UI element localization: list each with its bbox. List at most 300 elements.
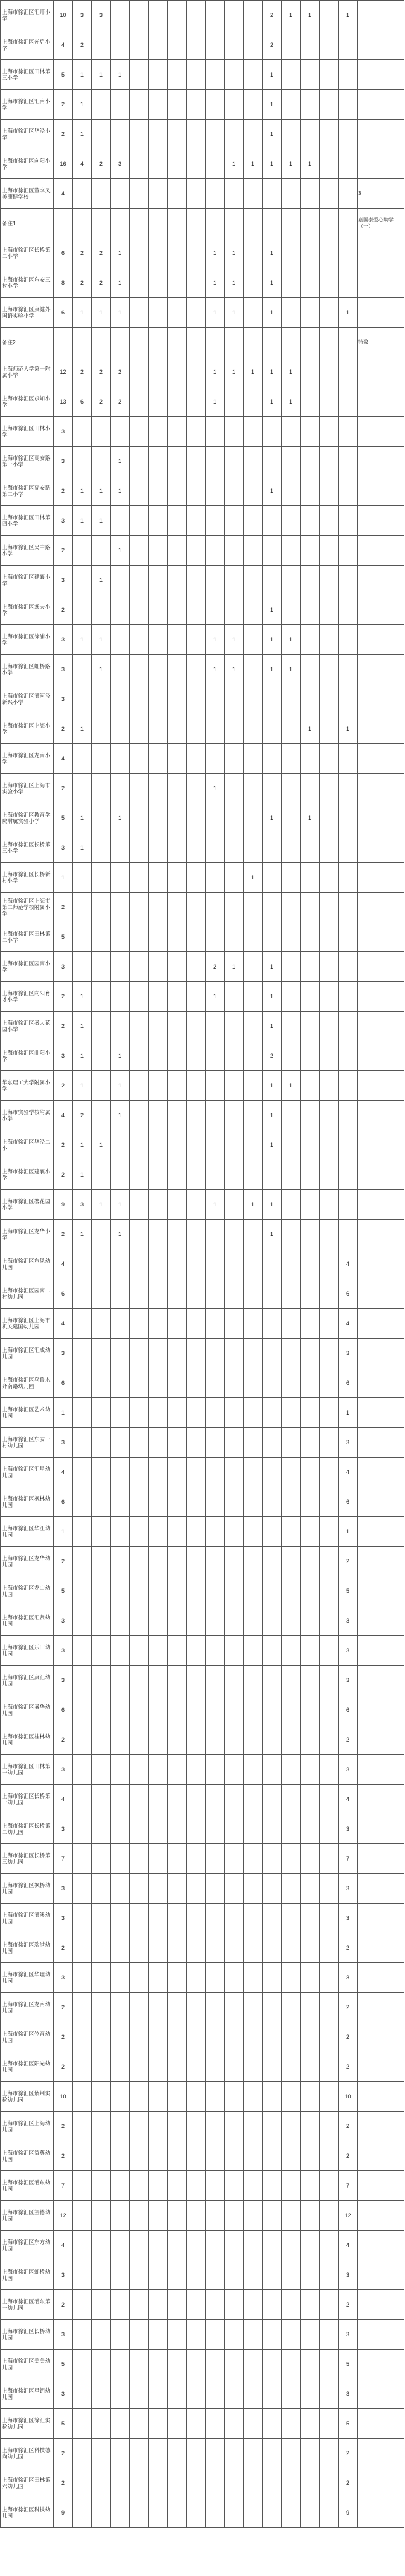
- count-cell: [244, 655, 263, 684]
- count-cell: [73, 1963, 92, 1993]
- count-cell: [92, 833, 111, 863]
- count-cell: [92, 2320, 111, 2350]
- count-cell: [130, 1755, 149, 1785]
- table-row: [1, 149, 404, 179]
- school-name-cell: 上海市徐汇区科技幼儿园: [1, 2498, 54, 2528]
- count-cell: [111, 1160, 130, 1190]
- count-cell: [244, 1814, 263, 1844]
- count-cell: [282, 2171, 301, 2201]
- count-cell: [282, 863, 301, 893]
- count-cell: [111, 1547, 130, 1576]
- count-cell: [225, 328, 244, 357]
- count-cell: [111, 2201, 130, 2231]
- count-cell: 3: [92, 1, 111, 30]
- count-cell: [111, 1933, 130, 1963]
- total-cell: 6: [54, 1279, 73, 1309]
- count-cell: [320, 566, 339, 595]
- count-cell: [149, 1, 168, 30]
- table-row: [1, 1547, 404, 1576]
- count-cell: [225, 2260, 244, 2290]
- count-cell: [168, 1606, 187, 1636]
- count-cell: 3: [339, 1755, 358, 1785]
- count-cell: [263, 1814, 282, 1844]
- total-cell: 10: [54, 2082, 73, 2112]
- table-row: [1, 1576, 404, 1606]
- count-cell: [73, 1904, 92, 1933]
- table-row: [1, 1814, 404, 1844]
- count-cell: [73, 1666, 92, 1695]
- count-cell: [301, 1517, 320, 1547]
- school-name-cell: 上海市徐汇区华泾二小: [1, 1130, 54, 1160]
- count-cell: [92, 1012, 111, 1041]
- count-cell: [149, 2201, 168, 2231]
- count-cell: 1: [263, 952, 282, 982]
- count-cell: [301, 2052, 320, 2082]
- count-cell: 1: [282, 357, 301, 387]
- count-cell: [149, 238, 168, 268]
- count-cell: [187, 298, 206, 328]
- school-name-cell: 上海市徐汇区长桥第三小学: [1, 833, 54, 863]
- total-cell: 5: [54, 803, 73, 833]
- count-cell: [130, 90, 149, 120]
- school-name-cell: 上海市徐汇区望德幼儿园: [1, 2201, 54, 2231]
- count-cell: [244, 417, 263, 447]
- count-cell: [130, 893, 149, 922]
- count-cell: [92, 536, 111, 566]
- count-cell: [301, 595, 320, 625]
- count-cell: [206, 714, 225, 744]
- count-cell: [244, 1, 263, 30]
- count-cell: [339, 357, 358, 387]
- count-cell: [111, 1487, 130, 1517]
- count-cell: [187, 1844, 206, 1874]
- count-cell: [92, 1814, 111, 1844]
- count-cell: [320, 238, 339, 268]
- count-cell: 1: [111, 1041, 130, 1071]
- count-cell: [320, 2201, 339, 2231]
- count-cell: [149, 2379, 168, 2409]
- count-cell: [225, 1309, 244, 1339]
- count-cell: [206, 1785, 225, 1814]
- count-cell: [282, 2112, 301, 2141]
- count-cell: [73, 1517, 92, 1547]
- count-cell: [111, 1130, 130, 1160]
- count-cell: 2: [92, 357, 111, 387]
- count-cell: [244, 2439, 263, 2468]
- count-cell: [73, 1993, 92, 2022]
- count-cell: [206, 2350, 225, 2379]
- count-cell: [111, 120, 130, 149]
- count-cell: [187, 2290, 206, 2320]
- count-cell: [111, 952, 130, 982]
- table-row: [1, 2498, 404, 2528]
- count-cell: [320, 1725, 339, 1755]
- total-cell: 5: [54, 2350, 73, 2379]
- count-cell: 1: [263, 1012, 282, 1041]
- count-cell: [130, 1398, 149, 1428]
- count-cell: [206, 2409, 225, 2439]
- count-cell: [320, 2320, 339, 2350]
- count-cell: 1: [73, 1160, 92, 1190]
- count-cell: [301, 1279, 320, 1309]
- count-cell: [244, 1249, 263, 1279]
- count-cell: [263, 2052, 282, 2082]
- table-row: [1, 1130, 404, 1160]
- count-cell: [301, 566, 320, 595]
- total-cell: 3: [54, 625, 73, 655]
- table-row: [1, 2409, 404, 2439]
- count-cell: [320, 2379, 339, 2409]
- count-cell: [320, 179, 339, 209]
- school-name-cell: 上海市徐汇区龙华幼儿园: [1, 1547, 54, 1576]
- count-cell: [301, 1309, 320, 1339]
- count-cell: [130, 1458, 149, 1487]
- count-cell: [168, 2022, 187, 2052]
- school-name-cell: 上海市徐汇区盛华幼儿园: [1, 1695, 54, 1725]
- count-cell: 6: [339, 1487, 358, 1517]
- count-cell: [244, 30, 263, 60]
- count-cell: 3: [339, 1636, 358, 1666]
- count-cell: [244, 1636, 263, 1666]
- count-cell: [187, 2082, 206, 2112]
- count-cell: 1: [92, 1190, 111, 1220]
- count-cell: [130, 149, 149, 179]
- total-cell: 4: [54, 179, 73, 209]
- count-cell: [320, 2260, 339, 2290]
- count-cell: [206, 1279, 225, 1309]
- count-cell: [130, 2498, 149, 2528]
- count-cell: [92, 2231, 111, 2260]
- count-cell: [149, 2052, 168, 2082]
- count-cell: [301, 744, 320, 774]
- count-cell: [282, 2439, 301, 2468]
- count-cell: 2: [339, 1993, 358, 2022]
- count-cell: [168, 655, 187, 684]
- count-cell: 1: [263, 90, 282, 120]
- count-cell: [301, 268, 320, 298]
- school-name-cell: 上海市徐汇区阳光幼儿园: [1, 2052, 54, 2082]
- count-cell: [73, 2141, 92, 2171]
- count-cell: [168, 30, 187, 60]
- count-cell: [225, 863, 244, 893]
- count-cell: [244, 1755, 263, 1785]
- count-cell: [339, 566, 358, 595]
- count-cell: [206, 1071, 225, 1101]
- count-cell: [320, 1012, 339, 1041]
- count-cell: [282, 2141, 301, 2171]
- count-cell: [73, 1487, 92, 1517]
- count-cell: [92, 2022, 111, 2052]
- table-row: [1, 595, 404, 625]
- table-row: [1, 1904, 404, 1933]
- table-row: [1, 179, 404, 209]
- count-cell: [92, 595, 111, 625]
- count-cell: [225, 1874, 244, 1904]
- count-cell: 2: [73, 268, 92, 298]
- count-cell: [130, 2112, 149, 2141]
- table-row: [1, 1963, 404, 1993]
- count-cell: [149, 1666, 168, 1695]
- count-cell: [339, 595, 358, 625]
- count-cell: [168, 476, 187, 506]
- count-cell: [244, 60, 263, 90]
- total-cell: 3: [54, 1428, 73, 1458]
- school-name-cell: 上海市徐汇区枫林幼儿园: [1, 1487, 54, 1517]
- count-cell: 1: [206, 1190, 225, 1220]
- total-cell: 16: [54, 149, 73, 179]
- total-cell: 4: [54, 1249, 73, 1279]
- count-cell: [301, 2439, 320, 2468]
- count-cell: 1: [111, 1220, 130, 1249]
- count-cell: [225, 1933, 244, 1963]
- count-cell: [244, 2231, 263, 2260]
- total-cell: 2: [54, 2022, 73, 2052]
- count-cell: [301, 1547, 320, 1576]
- count-cell: [168, 1249, 187, 1279]
- count-cell: [149, 60, 168, 90]
- table-row: [1, 1933, 404, 1963]
- school-name-cell: 上海市徐汇区园南小学: [1, 952, 54, 982]
- count-cell: [206, 1339, 225, 1368]
- count-cell: [130, 506, 149, 536]
- count-cell: [111, 2231, 130, 2260]
- count-cell: [282, 566, 301, 595]
- table-row: [1, 476, 404, 506]
- count-cell: 2: [339, 1933, 358, 1963]
- count-cell: [225, 1814, 244, 1844]
- count-cell: [301, 1606, 320, 1636]
- count-cell: [320, 655, 339, 684]
- count-cell: [358, 1012, 404, 1041]
- count-cell: [187, 744, 206, 774]
- count-cell: [187, 506, 206, 536]
- total-cell: 7: [54, 1844, 73, 1874]
- count-cell: [320, 328, 339, 357]
- count-cell: [73, 1636, 92, 1666]
- count-cell: [168, 2379, 187, 2409]
- count-cell: 1: [301, 714, 320, 744]
- count-cell: [301, 2141, 320, 2171]
- count-cell: [244, 803, 263, 833]
- count-cell: 1: [73, 625, 92, 655]
- count-cell: [225, 1130, 244, 1160]
- count-cell: 1: [73, 803, 92, 833]
- count-cell: [263, 1160, 282, 1190]
- count-cell: [244, 2201, 263, 2231]
- count-cell: [358, 863, 404, 893]
- count-cell: [301, 2409, 320, 2439]
- count-cell: [149, 1695, 168, 1725]
- count-cell: [320, 1517, 339, 1547]
- count-cell: [244, 922, 263, 952]
- table-row: [1, 2141, 404, 2171]
- count-cell: [225, 1458, 244, 1487]
- count-cell: [206, 1160, 225, 1190]
- count-cell: [149, 149, 168, 179]
- count-cell: [301, 2231, 320, 2260]
- table-row: [1, 774, 404, 803]
- count-cell: [73, 1695, 92, 1725]
- count-cell: [130, 1071, 149, 1101]
- count-cell: [111, 1755, 130, 1785]
- count-cell: [225, 2409, 244, 2439]
- count-cell: [206, 90, 225, 120]
- count-cell: [339, 1041, 358, 1071]
- count-cell: [320, 1933, 339, 1963]
- count-cell: [73, 2498, 92, 2528]
- count-cell: [358, 1874, 404, 1904]
- count-cell: [168, 2290, 187, 2320]
- count-cell: [130, 833, 149, 863]
- table-row: [1, 1844, 404, 1874]
- count-cell: [263, 2379, 282, 2409]
- count-cell: [168, 1368, 187, 1398]
- table-row: [1, 268, 404, 298]
- count-cell: [244, 982, 263, 1012]
- count-cell: [320, 1636, 339, 1666]
- count-cell: [263, 1249, 282, 1279]
- count-cell: 1: [244, 149, 263, 179]
- count-cell: [149, 1220, 168, 1249]
- count-cell: 1: [263, 120, 282, 149]
- count-cell: [244, 1963, 263, 1993]
- count-cell: 1: [92, 60, 111, 90]
- count-cell: [130, 1874, 149, 1904]
- count-cell: [320, 417, 339, 447]
- count-cell: [244, 328, 263, 357]
- count-cell: [149, 506, 168, 536]
- count-cell: [149, 1190, 168, 1220]
- count-cell: [206, 1309, 225, 1339]
- count-cell: [206, 1904, 225, 1933]
- count-cell: [92, 1071, 111, 1101]
- count-cell: [282, 982, 301, 1012]
- count-cell: [92, 1487, 111, 1517]
- count-cell: [149, 595, 168, 625]
- count-cell: [225, 774, 244, 803]
- count-cell: [320, 2409, 339, 2439]
- count-cell: [244, 447, 263, 476]
- count-cell: [111, 1309, 130, 1339]
- count-cell: [206, 1844, 225, 1874]
- count-cell: [301, 1904, 320, 1933]
- count-cell: [320, 536, 339, 566]
- count-cell: [301, 60, 320, 90]
- count-cell: [263, 744, 282, 774]
- count-cell: [301, 893, 320, 922]
- count-cell: [301, 2468, 320, 2498]
- count-cell: [301, 120, 320, 149]
- count-cell: [130, 1101, 149, 1130]
- table-row: [1, 566, 404, 595]
- count-cell: [358, 952, 404, 982]
- count-cell: [73, 1814, 92, 1844]
- count-cell: [92, 1398, 111, 1428]
- count-cell: [244, 2468, 263, 2498]
- count-cell: [263, 1517, 282, 1547]
- count-cell: [187, 1220, 206, 1249]
- count-cell: [168, 1636, 187, 1666]
- count-cell: [111, 1606, 130, 1636]
- count-cell: 3: [339, 1606, 358, 1636]
- count-cell: [111, 2439, 130, 2468]
- count-cell: [130, 1041, 149, 1071]
- count-cell: [320, 1755, 339, 1785]
- count-cell: [301, 2201, 320, 2231]
- count-cell: [92, 893, 111, 922]
- count-cell: 1: [339, 298, 358, 328]
- count-cell: 1: [206, 268, 225, 298]
- count-cell: 2: [73, 1101, 92, 1130]
- count-cell: [282, 2290, 301, 2320]
- count-cell: 2: [339, 2439, 358, 2468]
- count-cell: [263, 2409, 282, 2439]
- count-cell: [187, 90, 206, 120]
- count-cell: [149, 2498, 168, 2528]
- count-cell: [92, 1725, 111, 1755]
- count-cell: 1: [206, 655, 225, 684]
- count-cell: [111, 2171, 130, 2201]
- count-cell: [92, 803, 111, 833]
- count-cell: [149, 1071, 168, 1101]
- count-cell: [263, 2320, 282, 2350]
- count-cell: [282, 1487, 301, 1517]
- count-cell: [168, 1517, 187, 1547]
- school-name-cell: 上海市徐汇区虹桥幼儿园: [1, 2260, 54, 2290]
- school-name-cell: 上海市徐汇区位育幼儿园: [1, 2022, 54, 2052]
- count-cell: [149, 536, 168, 566]
- count-cell: [225, 1666, 244, 1695]
- count-cell: [263, 506, 282, 536]
- count-cell: [301, 298, 320, 328]
- count-cell: 3: [358, 179, 404, 209]
- count-cell: [282, 2022, 301, 2052]
- count-cell: [168, 2409, 187, 2439]
- count-cell: [111, 1458, 130, 1487]
- count-cell: [263, 1309, 282, 1339]
- school-name-cell: 上海市徐汇区汇成幼儿园: [1, 1339, 54, 1368]
- count-cell: [92, 90, 111, 120]
- count-cell: 1: [111, 536, 130, 566]
- total-cell: 5: [54, 60, 73, 90]
- count-cell: [225, 1636, 244, 1666]
- count-cell: [358, 2320, 404, 2350]
- count-cell: [149, 774, 168, 803]
- count-cell: [111, 1339, 130, 1368]
- count-cell: 4: [339, 1458, 358, 1487]
- count-cell: [92, 774, 111, 803]
- count-cell: 1: [225, 952, 244, 982]
- count-cell: 1: [263, 298, 282, 328]
- count-cell: [225, 1339, 244, 1368]
- count-cell: [206, 1606, 225, 1636]
- count-cell: [225, 1487, 244, 1517]
- count-cell: [358, 1844, 404, 1874]
- count-cell: [149, 2320, 168, 2350]
- count-cell: [130, 1279, 149, 1309]
- count-cell: [263, 2290, 282, 2320]
- total-cell: 2: [54, 1012, 73, 1041]
- count-cell: [92, 1844, 111, 1874]
- count-cell: [244, 2409, 263, 2439]
- count-cell: [263, 2468, 282, 2498]
- count-cell: [168, 209, 187, 238]
- count-cell: [320, 1368, 339, 1398]
- count-cell: 1: [282, 625, 301, 655]
- count-cell: [320, 684, 339, 714]
- count-cell: [168, 1904, 187, 1933]
- count-cell: [339, 30, 358, 60]
